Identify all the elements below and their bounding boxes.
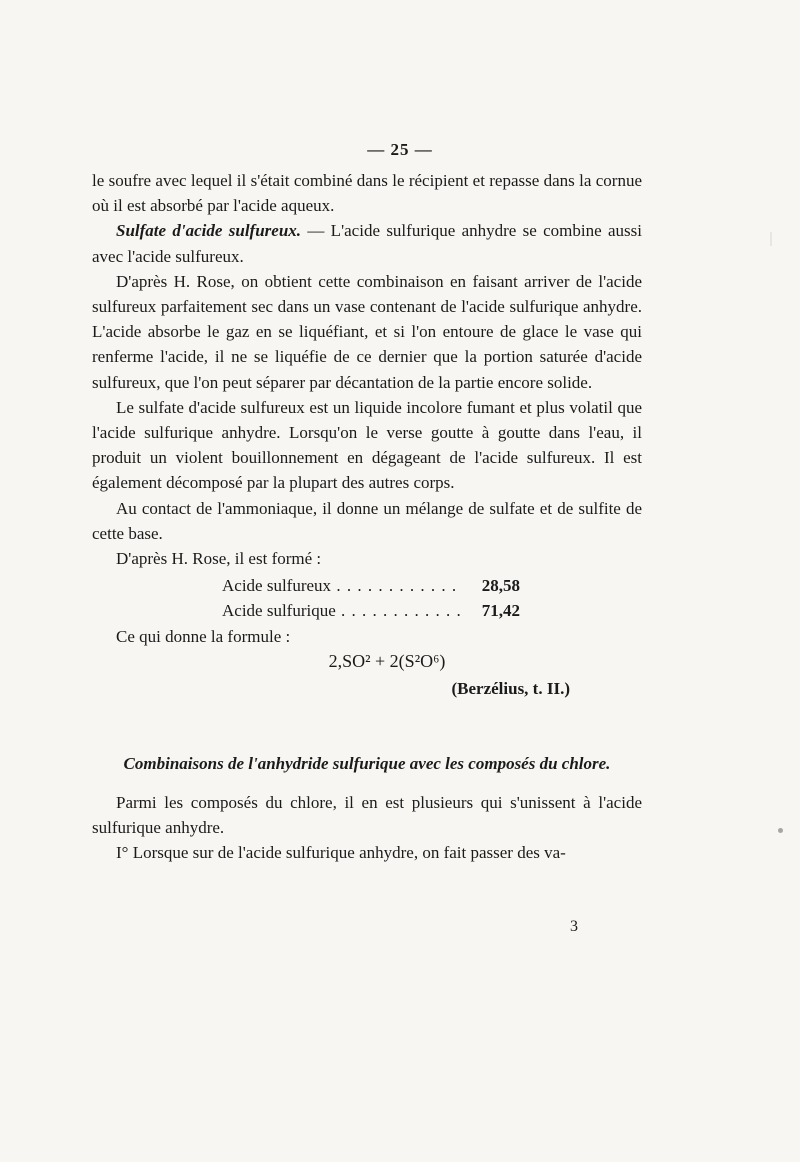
composition-label: Acide sulfurique . . . [222, 598, 460, 623]
composition-value: 28,58 [481, 576, 520, 596]
paragraph-chlorine-compounds: Parmi les composés du chlore, il en est plusieurs qui s'unissent à l'acide sulfurique anhydre. [92, 793, 642, 838]
page-number-header: — 25 — [367, 140, 433, 159]
paragraph-ammonia: Au contact de l'ammoniaque, il donne un mélange de sulfate et de sulfite de cette base. [92, 498, 642, 543]
composition-value: 71,42 [481, 601, 520, 621]
inline-text: — L'acide sulfurique anhydre se combine aussi avec l'acide sulfureux. [92, 221, 643, 266]
paragraph-properties: Le sulfate d'acide sulfureux est un liquide incolore fumant et plus volatil que l'acide sulfurique anhydre. Lorsqu'on le verse goutte à goutte dans l'eau, il produit un violent bouillonnement en dégageant de l'acide sulfureux. Il est également décomposé par la plupart des autres corps. [92, 397, 642, 493]
paragraph-sulfate-heading [92, 218, 642, 268]
citation: (Berzélius, t. II.) [451, 678, 570, 698]
composition-row [92, 598, 642, 623]
paragraph-composition-intro: D'après H. Rose, il est formé : [116, 549, 322, 569]
composition-row [92, 573, 642, 598]
composition-label: Acide sulfureux . . . [222, 573, 460, 598]
body-text [92, 168, 642, 866]
signature-mark: 3 [570, 918, 578, 935]
margin-mark [770, 232, 772, 246]
inline-title: Sulfate d'acide sulfureux. [116, 221, 302, 241]
paragraph-rose-method: D'après H. Rose, on obtient cette combinaison en faisant arriver de l'acide sulfureux parfaitement sec dans un vase contenant de l'acide sulfurique anhydre. L'acide absorbe le gaz en se liquéfiant, et si l'on entoure de glace le vase qui renferme l'acide, il ne se liquéfie de ce dernier que la portion saturée d'acide sulfureux, que l'on peut séparer par décantation de la partie encore solide. [92, 271, 642, 392]
chemical-formula: 2,SO² + 2(S²O⁶) [328, 650, 446, 671]
composition-table [92, 573, 642, 623]
paragraph-continuation: le soufre avec lequel il s'était combiné dans le récipient et repasse dans la cornue où il est absorbé par l'acide aqueux. [92, 171, 642, 216]
section-title: Combinaisons de l'anhydride sulfurique avec les composés du chlore. [123, 753, 611, 773]
paragraph-first-item: I° Lorsque sur de l'acide sulfurique anhydre, on fait passer des va- [116, 843, 566, 863]
ink-dot [778, 828, 783, 833]
paragraph-formula-intro: Ce qui donne la formule : [116, 626, 291, 646]
